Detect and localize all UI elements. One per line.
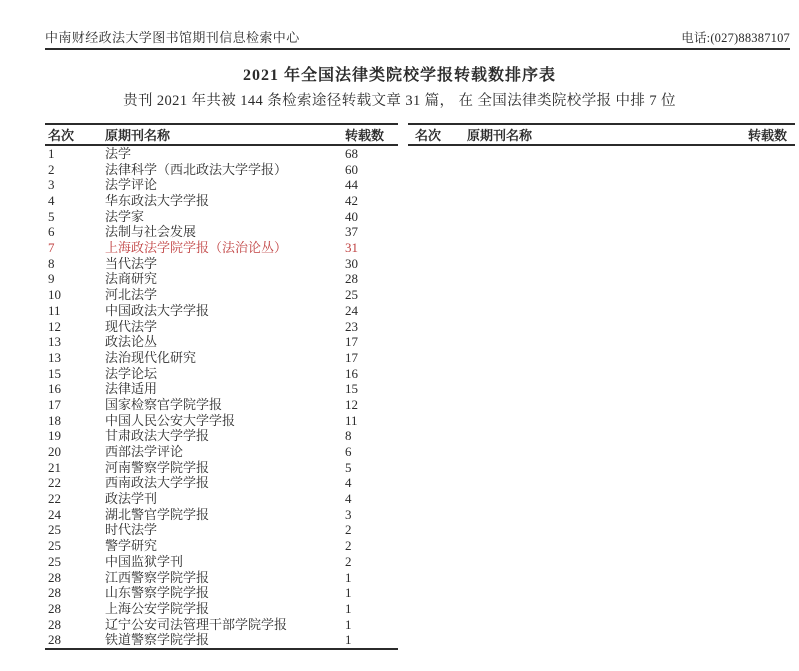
rank-cell: 19: [48, 428, 61, 444]
count-cell: 6: [345, 444, 352, 460]
journal-name-cell: 华东政法大学学报: [105, 193, 210, 209]
table-row: [45, 224, 398, 240]
rank-cell: 7: [48, 240, 55, 256]
journal-name-cell: 辽宁公安司法管理干部学院学报: [105, 616, 288, 632]
count-cell: 60: [345, 161, 358, 177]
table-row: [45, 428, 398, 444]
rank-cell: 2: [48, 161, 55, 177]
journal-name-cell: 当代法学: [105, 255, 158, 271]
table-row: [45, 319, 398, 335]
journal-name-cell: 法律科学（西北政法大学学报）: [105, 161, 288, 177]
column-header-count: 转载数: [345, 128, 385, 143]
journal-name-cell: 甘肃政法大学学报: [105, 428, 210, 444]
journal-name-cell: 现代法学: [105, 318, 158, 334]
count-cell: 24: [345, 302, 358, 318]
count-cell: 31: [345, 240, 358, 256]
rank-cell: 28: [48, 585, 61, 601]
table-header-row: [45, 123, 398, 146]
count-cell: 1: [345, 569, 352, 585]
count-cell: 17: [345, 349, 358, 365]
rank-cell: 10: [48, 287, 61, 303]
table-row: [45, 350, 398, 366]
table-row: [45, 585, 398, 601]
table-row: [45, 460, 398, 476]
column-header-count: 转载数: [748, 128, 788, 143]
count-cell: 12: [345, 396, 358, 412]
rank-cell: 18: [48, 412, 61, 428]
table-row: [45, 507, 398, 523]
document-header: [45, 27, 790, 50]
rank-cell: 22: [48, 475, 61, 491]
table-row: [45, 334, 398, 350]
rank-cell: 28: [48, 569, 61, 585]
rank-cell: 13: [48, 349, 61, 365]
phone-number: 电话:(027)88387107: [681, 31, 790, 45]
rank-cell: 9: [48, 271, 55, 287]
table-row: [45, 475, 398, 491]
rank-cell: 28: [48, 600, 61, 616]
table-row: [45, 632, 398, 648]
journal-name-cell: 中国监狱学刊: [105, 553, 184, 569]
rank-cell: 28: [48, 632, 61, 648]
rank-cell: 15: [48, 365, 61, 381]
table-row: [45, 162, 398, 178]
rank-table-left: [45, 123, 398, 650]
rank-cell: 24: [48, 506, 61, 522]
count-cell: 2: [345, 538, 352, 554]
table-row: [45, 177, 398, 193]
count-cell: 4: [345, 491, 352, 507]
journal-name-cell: 西部法学评论: [105, 444, 184, 460]
rank-cell: 12: [48, 318, 61, 334]
journal-name-cell: 国家检察官学院学报: [105, 396, 223, 412]
journal-name-cell: 政法学刊: [105, 491, 158, 507]
rank-cell: 22: [48, 491, 61, 507]
table-row: [45, 413, 398, 429]
count-cell: 5: [345, 459, 352, 475]
page-subtitle: 贵刊 2021 年共被 144 条检索途径转载文章 31 篇， 在 全国法律类院校学报 中排 7 位: [123, 93, 676, 109]
rank-cell: 25: [48, 522, 61, 538]
count-cell: 15: [345, 381, 358, 397]
journal-name-cell: 法学评论: [105, 177, 158, 193]
column-header-rank: 名次: [415, 128, 442, 143]
journal-name-cell: 法学家: [105, 208, 145, 224]
rank-cell: 21: [48, 459, 61, 475]
journal-name-cell: 法律适用: [105, 381, 158, 397]
count-cell: 68: [345, 145, 358, 161]
table-body-left: [45, 146, 398, 650]
count-cell: 1: [345, 632, 352, 648]
rank-table-right: [408, 123, 795, 146]
rank-cell: 11: [48, 302, 61, 318]
table-row: [45, 538, 398, 554]
count-cell: 16: [345, 365, 358, 381]
table-row: [45, 272, 398, 288]
table-row: [45, 209, 398, 225]
rank-cell: 8: [48, 255, 55, 271]
journal-name-cell: 法治现代化研究: [105, 349, 197, 365]
journal-name-cell: 上海政法学院学报（法治论丛）: [105, 240, 288, 256]
count-cell: 4: [345, 475, 352, 491]
table-row: [45, 366, 398, 382]
table-row: [45, 397, 398, 413]
count-cell: 8: [345, 428, 352, 444]
table-row: [45, 617, 398, 633]
table-row: [45, 523, 398, 539]
count-cell: 37: [345, 224, 358, 240]
rank-cell: 25: [48, 553, 61, 569]
count-cell: 1: [345, 616, 352, 632]
count-cell: 11: [345, 412, 358, 428]
count-cell: 42: [345, 193, 358, 209]
table-row: [45, 256, 398, 272]
journal-name-cell: 法商研究: [105, 271, 158, 287]
rank-cell: 13: [48, 334, 61, 350]
count-cell: 44: [345, 177, 358, 193]
org-name: 中南财经政法大学图书馆期刊信息检索中心: [45, 30, 300, 45]
count-cell: 2: [345, 522, 352, 538]
rank-cell: 17: [48, 396, 61, 412]
table-row: [45, 240, 398, 256]
table-row: [45, 287, 398, 303]
page-title: 2021 年全国法律类院校学报转载数排序表: [242, 67, 556, 84]
count-cell: 23: [345, 318, 358, 334]
rank-cell: 28: [48, 616, 61, 632]
table-row: [45, 193, 398, 209]
count-cell: 1: [345, 600, 352, 616]
journal-name-cell: 政法论丛: [105, 334, 158, 350]
journal-name-cell: 法制与社会发展: [105, 224, 197, 240]
journal-name-cell: 河北法学: [105, 287, 158, 303]
journal-name-cell: 时代法学: [105, 522, 158, 538]
journal-name-cell: 山东警察学院学报: [105, 585, 210, 601]
journal-name-cell: 中国人民公安大学学报: [105, 412, 236, 428]
rank-cell: 5: [48, 208, 55, 224]
journal-name-cell: 湖北警官学院学报: [105, 506, 210, 522]
journal-name-cell: 中国政法大学学报: [105, 302, 210, 318]
count-cell: 3: [345, 506, 352, 522]
column-header-journal: 原期刊名称: [105, 128, 171, 143]
table-row: [45, 303, 398, 319]
journal-name-cell: 上海公安学院学报: [105, 600, 210, 616]
journal-name-cell: 法学论坛: [105, 365, 158, 381]
column-header-journal: 原期刊名称: [467, 128, 533, 143]
rank-cell: 20: [48, 444, 61, 460]
journal-name-cell: 警学研究: [105, 538, 158, 554]
table-row: [45, 444, 398, 460]
count-cell: 40: [345, 208, 358, 224]
table-header-row: [408, 123, 795, 146]
rank-cell: 16: [48, 381, 61, 397]
journal-name-cell: 河南警察学院学报: [105, 459, 210, 475]
count-cell: 17: [345, 334, 358, 350]
count-cell: 25: [345, 287, 358, 303]
count-cell: 1: [345, 585, 352, 601]
table-row: [45, 381, 398, 397]
table-row: [45, 491, 398, 507]
rank-cell: 1: [48, 145, 55, 161]
table-row: [45, 146, 398, 162]
journal-name-cell: 西南政法大学学报: [105, 475, 210, 491]
count-cell: 2: [345, 553, 352, 569]
journal-name-cell: 江西警察学院学报: [105, 569, 210, 585]
count-cell: 28: [345, 271, 358, 287]
journal-name-cell: 法学: [105, 145, 132, 161]
table-row: [45, 601, 398, 617]
table-row: [45, 554, 398, 570]
rank-cell: 25: [48, 538, 61, 554]
rank-cell: 3: [48, 177, 55, 193]
column-header-rank: 名次: [48, 128, 75, 143]
journal-name-cell: 铁道警察学院学报: [105, 632, 210, 648]
count-cell: 30: [345, 255, 358, 271]
rank-cell: 6: [48, 224, 55, 240]
rank-cell: 4: [48, 193, 55, 209]
table-row: [45, 570, 398, 586]
